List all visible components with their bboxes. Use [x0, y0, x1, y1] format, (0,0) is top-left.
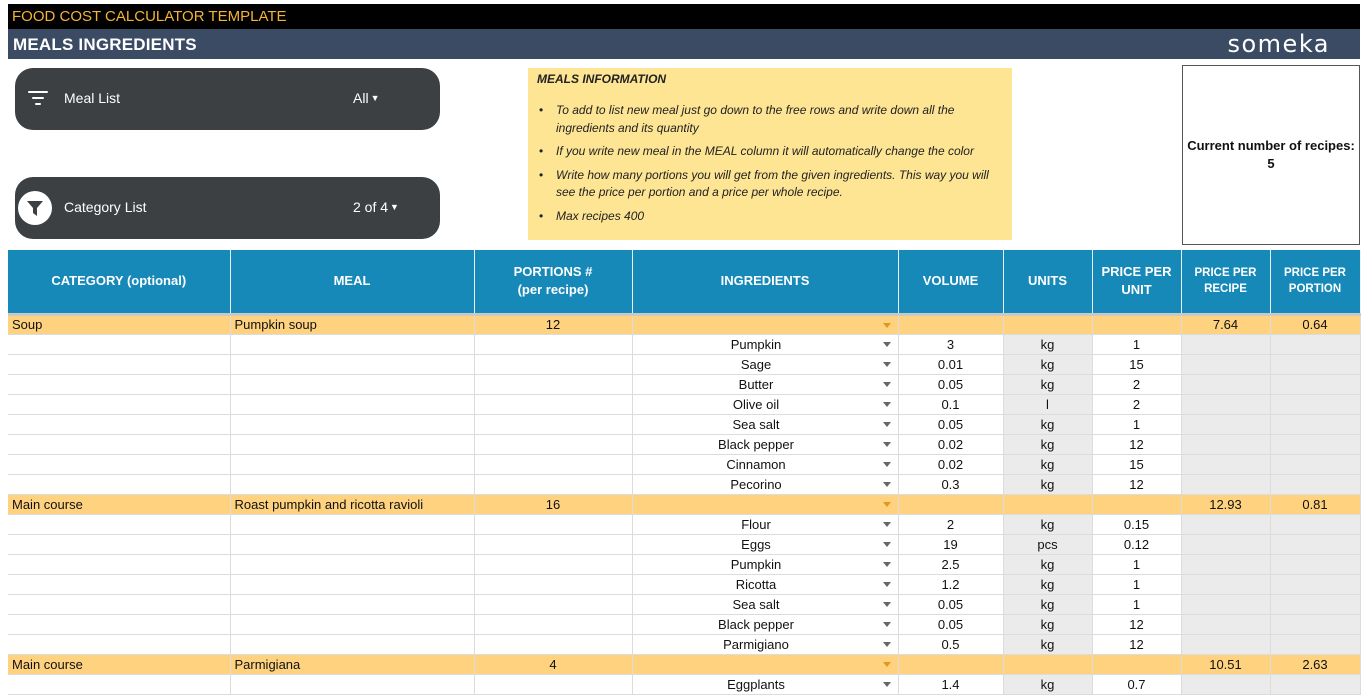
- ingredient-name: Sage: [740, 356, 772, 372]
- ingredient-name: Ricotta: [735, 576, 777, 592]
- ingredient-name: Pumpkin: [730, 556, 782, 572]
- dropdown-arrow-icon[interactable]: [883, 642, 891, 647]
- cell-meal[interactable]: [230, 374, 474, 394]
- cell-ingredient-dropdown[interactable]: [632, 474, 898, 494]
- cell-price-per-unit[interactable]: [1092, 314, 1181, 334]
- ingredients-table: [8, 250, 1361, 695]
- cell-category[interactable]: [8, 514, 230, 534]
- cell-units[interactable]: [1003, 494, 1092, 514]
- cell-ingredient-dropdown[interactable]: [632, 334, 898, 354]
- cell-meal[interactable]: [230, 334, 474, 354]
- cell-price-per-portion: [1270, 514, 1360, 534]
- cell-volume[interactable]: 0.3: [898, 474, 1003, 494]
- category-list-dropdown[interactable]: [353, 199, 399, 215]
- cell-price-per-unit[interactable]: 1: [1092, 554, 1181, 574]
- cell-units[interactable]: kg: [1003, 674, 1092, 694]
- cell-portions[interactable]: [474, 614, 632, 634]
- cell-category[interactable]: Main course: [8, 494, 230, 514]
- meal-list-filter[interactable]: [15, 68, 440, 130]
- title-bar: [8, 4, 1360, 29]
- cell-price-per-portion: 0.81: [1270, 494, 1360, 514]
- cell-portions[interactable]: [474, 474, 632, 494]
- meal-row: [8, 314, 1360, 334]
- cell-price-per-unit[interactable]: 2: [1092, 394, 1181, 414]
- cell-price-per-recipe: [1181, 614, 1270, 634]
- dropdown-arrow-icon[interactable]: [883, 362, 891, 367]
- cell-price-per-portion: [1270, 594, 1360, 614]
- cell-meal[interactable]: [230, 674, 474, 694]
- meal-row: [8, 494, 1360, 514]
- ingredient-row: [8, 534, 1360, 554]
- ingredient-row: [8, 434, 1360, 454]
- cell-units[interactable]: kg: [1003, 514, 1092, 534]
- info-item: • If you write new meal in the MEAL column it will automatically change the color: [538, 143, 1008, 161]
- ingredient-row: [8, 574, 1360, 594]
- cell-meal[interactable]: [230, 454, 474, 474]
- cell-meal[interactable]: [230, 354, 474, 374]
- cell-volume[interactable]: 0.05: [898, 374, 1003, 394]
- header-price-per-recipe[interactable]: PRICE PER RECIPE: [1181, 250, 1270, 314]
- cell-category[interactable]: [8, 334, 230, 354]
- cell-portions[interactable]: [474, 414, 632, 434]
- someka-logo[interactable]: someka: [1227, 30, 1330, 58]
- ingredient-name: Cinnamon: [726, 456, 786, 472]
- cell-price-per-unit[interactable]: [1092, 494, 1181, 514]
- ingredient-name: Sea salt: [732, 596, 780, 612]
- ingredient-row: [8, 674, 1360, 694]
- cell-category[interactable]: [8, 454, 230, 474]
- cell-category[interactable]: Soup: [8, 314, 230, 334]
- cell-meal[interactable]: [230, 414, 474, 434]
- cell-units[interactable]: kg: [1003, 614, 1092, 634]
- cell-price-per-unit[interactable]: 12: [1092, 634, 1181, 654]
- dropdown-arrow-icon[interactable]: [883, 622, 891, 627]
- cell-volume[interactable]: 0.1: [898, 394, 1003, 414]
- cell-price-per-unit[interactable]: 12: [1092, 474, 1181, 494]
- cell-category[interactable]: [8, 354, 230, 374]
- cell-price-per-portion: [1270, 414, 1360, 434]
- info-list: [538, 102, 1008, 231]
- cell-ingredient-dropdown[interactable]: [632, 674, 898, 694]
- cell-meal[interactable]: [230, 534, 474, 554]
- cell-ingredient-dropdown[interactable]: [632, 514, 898, 534]
- cell-portions[interactable]: [474, 534, 632, 554]
- header-units[interactable]: UNITS: [1003, 250, 1092, 314]
- cell-price-per-recipe: [1181, 374, 1270, 394]
- cell-ingredient-dropdown[interactable]: [632, 414, 898, 434]
- cell-price-per-unit[interactable]: 15: [1092, 454, 1181, 474]
- cell-units[interactable]: [1003, 314, 1092, 334]
- ingredient-name: Pecorino: [730, 476, 782, 492]
- cell-price-per-recipe: [1181, 514, 1270, 534]
- cell-volume[interactable]: 0.05: [898, 614, 1003, 634]
- cell-units[interactable]: kg: [1003, 574, 1092, 594]
- cell-category[interactable]: [8, 594, 230, 614]
- cell-ingredient-dropdown[interactable]: [632, 614, 898, 634]
- cell-price-per-recipe: 10.51: [1181, 654, 1270, 674]
- ingredient-name: Eggplants: [727, 676, 785, 692]
- cell-ingredient-dropdown[interactable]: [632, 354, 898, 374]
- cell-price-per-unit[interactable]: 0.7: [1092, 674, 1181, 694]
- cell-price-per-recipe: [1181, 574, 1270, 594]
- cell-units[interactable]: kg: [1003, 474, 1092, 494]
- cell-volume[interactable]: 1.2: [898, 574, 1003, 594]
- cell-price-per-recipe: [1181, 394, 1270, 414]
- app-title: FOOD COST CALCULATOR TEMPLATE: [12, 8, 287, 25]
- cell-volume[interactable]: [898, 654, 1003, 674]
- cell-ingredient-dropdown[interactable]: [632, 314, 898, 334]
- dropdown-arrow-icon[interactable]: [883, 682, 891, 687]
- cell-price-per-recipe: 12.93: [1181, 494, 1270, 514]
- cell-price-per-recipe: 7.64: [1181, 314, 1270, 334]
- ingredient-name: Black pepper: [718, 436, 794, 452]
- cell-category[interactable]: [8, 674, 230, 694]
- ingredient-row: [8, 454, 1360, 474]
- cell-volume[interactable]: 2: [898, 514, 1003, 534]
- cell-portions[interactable]: [474, 634, 632, 654]
- cell-price-per-unit[interactable]: 0.12: [1092, 534, 1181, 554]
- ingredient-row: [8, 514, 1360, 534]
- cell-volume[interactable]: [898, 314, 1003, 334]
- cell-price-per-recipe: [1181, 534, 1270, 554]
- header-price-per-portion[interactable]: PRICE PER PORTION: [1270, 250, 1360, 314]
- dropdown-arrow-icon[interactable]: [883, 542, 891, 547]
- cell-price-per-portion: 0.64: [1270, 314, 1360, 334]
- dropdown-arrow-icon[interactable]: [883, 602, 891, 607]
- recipes-count-label: Current number of recipes:: [1187, 138, 1355, 153]
- category-list-filter[interactable]: [15, 177, 440, 239]
- category-list-label: Category List: [64, 199, 147, 215]
- cell-meal[interactable]: Parmigiana: [230, 654, 474, 674]
- cell-portions[interactable]: [474, 454, 632, 474]
- cell-units[interactable]: pcs: [1003, 534, 1092, 554]
- info-item: • Max recipes 400: [538, 208, 1008, 226]
- cell-category[interactable]: Main course: [8, 654, 230, 674]
- cell-category[interactable]: [8, 554, 230, 574]
- cell-price-per-portion: [1270, 634, 1360, 654]
- caret-down-icon: ▼: [370, 93, 380, 103]
- info-item: • To add to list new meal just go down to the free rows and write down all the ingredients and its quantity: [538, 102, 1008, 137]
- cell-price-per-portion: [1270, 574, 1360, 594]
- cell-units[interactable]: [1003, 654, 1092, 674]
- cell-units[interactable]: kg: [1003, 414, 1092, 434]
- cell-units[interactable]: kg: [1003, 554, 1092, 574]
- cell-portions[interactable]: 12: [474, 314, 632, 334]
- cell-meal[interactable]: [230, 634, 474, 654]
- cell-units[interactable]: kg: [1003, 634, 1092, 654]
- cell-price-per-unit[interactable]: 1: [1092, 594, 1181, 614]
- ingredient-name: Sea salt: [732, 416, 780, 432]
- cell-price-per-portion: [1270, 434, 1360, 454]
- cell-volume[interactable]: 3: [898, 334, 1003, 354]
- cell-category[interactable]: [8, 394, 230, 414]
- meal-list-label: Meal List: [64, 90, 121, 106]
- cell-ingredient-dropdown[interactable]: [632, 374, 898, 394]
- ingredient-row: [8, 554, 1360, 574]
- cell-portions[interactable]: [474, 514, 632, 534]
- ingredient-row: [8, 634, 1360, 654]
- cell-meal[interactable]: [230, 394, 474, 414]
- ingredient-row: [8, 354, 1360, 374]
- section-title: MEALS INGREDIENTS: [13, 35, 197, 54]
- cell-units[interactable]: kg: [1003, 334, 1092, 354]
- cell-price-per-portion: [1270, 674, 1360, 694]
- table-body: [8, 314, 1360, 694]
- dropdown-arrow-icon[interactable]: [883, 482, 891, 487]
- ingredient-name: Flour: [741, 516, 771, 532]
- cell-price-per-recipe: [1181, 454, 1270, 474]
- cell-price-per-unit[interactable]: 12: [1092, 614, 1181, 634]
- dropdown-arrow-icon[interactable]: [883, 462, 891, 467]
- cell-meal[interactable]: [230, 554, 474, 574]
- cell-units[interactable]: kg: [1003, 374, 1092, 394]
- cell-meal[interactable]: [230, 474, 474, 494]
- header-portions[interactable]: PORTIONS # (per recipe): [474, 250, 632, 314]
- cell-portions[interactable]: 4: [474, 654, 632, 674]
- ingredient-name: Parmigiano: [723, 636, 789, 652]
- cell-price-per-recipe: [1181, 594, 1270, 614]
- cell-volume[interactable]: 2.5: [898, 554, 1003, 574]
- filter-lines-icon: [28, 90, 50, 106]
- ingredient-row: [8, 334, 1360, 354]
- cell-price-per-recipe: [1181, 334, 1270, 354]
- cell-price-per-portion: [1270, 394, 1360, 414]
- ingredient-row: [8, 394, 1360, 414]
- ingredient-name: Eggs: [741, 536, 771, 552]
- cell-price-per-unit[interactable]: 1: [1092, 574, 1181, 594]
- cell-units[interactable]: kg: [1003, 594, 1092, 614]
- cell-price-per-unit[interactable]: 0.15: [1092, 514, 1181, 534]
- dropdown-arrow-icon[interactable]: [883, 502, 891, 507]
- info-title: MEALS INFORMATION: [537, 72, 667, 86]
- cell-ingredient-dropdown[interactable]: [632, 454, 898, 474]
- cell-volume[interactable]: [898, 494, 1003, 514]
- cell-portions[interactable]: 16: [474, 494, 632, 514]
- cell-price-per-portion: [1270, 474, 1360, 494]
- meals-information-box: [528, 68, 1012, 240]
- cell-price-per-portion: 2.63: [1270, 654, 1360, 674]
- cell-volume[interactable]: 0.01: [898, 354, 1003, 374]
- dropdown-arrow-icon[interactable]: [883, 662, 891, 667]
- cell-category[interactable]: [8, 634, 230, 654]
- ingredient-row: [8, 614, 1360, 634]
- cell-portions[interactable]: [474, 594, 632, 614]
- cell-meal[interactable]: Roast pumpkin and ricotta ravioli: [230, 494, 474, 514]
- cell-volume[interactable]: 0.05: [898, 594, 1003, 614]
- ingredient-row: [8, 374, 1360, 394]
- cell-ingredient-dropdown[interactable]: [632, 434, 898, 454]
- cell-price-per-unit[interactable]: 15: [1092, 354, 1181, 374]
- dropdown-arrow-icon[interactable]: [883, 442, 891, 447]
- cell-ingredient-dropdown[interactable]: [632, 494, 898, 514]
- cell-ingredient-dropdown[interactable]: [632, 534, 898, 554]
- header-category[interactable]: CATEGORY (optional): [8, 250, 230, 314]
- funnel-icon: [18, 191, 52, 225]
- cell-units[interactable]: kg: [1003, 434, 1092, 454]
- cell-ingredient-dropdown[interactable]: [632, 594, 898, 614]
- ingredient-row: [8, 414, 1360, 434]
- cell-portions[interactable]: [474, 434, 632, 454]
- recipes-count-box: [1182, 65, 1360, 245]
- cell-meal[interactable]: Pumpkin soup: [230, 314, 474, 334]
- cell-portions[interactable]: [474, 334, 632, 354]
- cell-category[interactable]: [8, 614, 230, 634]
- cell-price-per-recipe: [1181, 414, 1270, 434]
- dropdown-arrow-icon[interactable]: [883, 402, 891, 407]
- cell-category[interactable]: [8, 534, 230, 554]
- ingredient-name: Pumpkin: [730, 336, 782, 352]
- dropdown-arrow-icon[interactable]: [883, 582, 891, 587]
- cell-price-per-recipe: [1181, 434, 1270, 454]
- cell-price-per-recipe: [1181, 354, 1270, 374]
- dropdown-arrow-icon[interactable]: [883, 522, 891, 527]
- dropdown-arrow-icon[interactable]: [883, 342, 891, 347]
- cell-price-per-recipe: [1181, 554, 1270, 574]
- cell-meal[interactable]: [230, 574, 474, 594]
- ingredient-name: Butter: [738, 376, 774, 392]
- cell-price-per-unit[interactable]: 2: [1092, 374, 1181, 394]
- meal-list-dropdown[interactable]: [353, 90, 379, 106]
- cell-portions[interactable]: [474, 354, 632, 374]
- ingredient-row: [8, 594, 1360, 614]
- cell-meal[interactable]: [230, 594, 474, 614]
- cell-units[interactable]: l: [1003, 394, 1092, 414]
- cell-price-per-recipe: [1181, 674, 1270, 694]
- cell-portions[interactable]: [474, 394, 632, 414]
- cell-portions[interactable]: [474, 374, 632, 394]
- dropdown-arrow-icon[interactable]: [883, 422, 891, 427]
- cell-price-per-portion: [1270, 534, 1360, 554]
- cell-price-per-portion: [1270, 454, 1360, 474]
- section-bar: [8, 29, 1360, 59]
- ingredient-name: Olive oil: [732, 396, 780, 412]
- cell-category[interactable]: [8, 434, 230, 454]
- cell-units[interactable]: kg: [1003, 454, 1092, 474]
- cell-ingredient-dropdown[interactable]: [632, 634, 898, 654]
- cell-category[interactable]: [8, 574, 230, 594]
- cell-category[interactable]: [8, 414, 230, 434]
- meal-list-value: All: [353, 90, 369, 106]
- cell-price-per-portion: [1270, 614, 1360, 634]
- cell-volume[interactable]: 19: [898, 534, 1003, 554]
- cell-category[interactable]: [8, 474, 230, 494]
- header-price-per-unit[interactable]: PRICE PER UNIT: [1092, 250, 1181, 314]
- cell-meal[interactable]: [230, 434, 474, 454]
- cell-volume[interactable]: 0.02: [898, 454, 1003, 474]
- cell-ingredient-dropdown[interactable]: [632, 394, 898, 414]
- dropdown-arrow-icon[interactable]: [883, 562, 891, 567]
- cell-portions[interactable]: [474, 674, 632, 694]
- cell-price-per-unit[interactable]: 12: [1092, 434, 1181, 454]
- dropdown-arrow-icon[interactable]: [883, 323, 891, 328]
- ingredient-name: Black pepper: [718, 616, 794, 632]
- header-volume[interactable]: VOLUME: [898, 250, 1003, 314]
- table-header-row: [8, 250, 1360, 314]
- cell-units[interactable]: kg: [1003, 354, 1092, 374]
- cell-volume[interactable]: 0.02: [898, 434, 1003, 454]
- caret-down-icon: ▼: [390, 202, 399, 212]
- cell-price-per-portion: [1270, 374, 1360, 394]
- cell-price-per-unit[interactable]: 1: [1092, 334, 1181, 354]
- info-item: • Write how many portions you will get from the given ingredients. This way you will see the price per portion and a price per whole recipe.: [538, 167, 1008, 202]
- header-meal[interactable]: MEAL: [230, 250, 474, 314]
- cell-ingredient-dropdown[interactable]: [632, 554, 898, 574]
- cell-volume[interactable]: 0.05: [898, 414, 1003, 434]
- cell-price-per-recipe: [1181, 634, 1270, 654]
- cell-portions[interactable]: [474, 554, 632, 574]
- cell-price-per-recipe: [1181, 474, 1270, 494]
- cell-price-per-portion: [1270, 334, 1360, 354]
- dropdown-arrow-icon[interactable]: [883, 382, 891, 387]
- cell-ingredient-dropdown[interactable]: [632, 574, 898, 594]
- ingredient-row: [8, 474, 1360, 494]
- cell-price-per-portion: [1270, 354, 1360, 374]
- cell-volume[interactable]: 0.5: [898, 634, 1003, 654]
- category-list-value: 2 of 4: [353, 199, 389, 215]
- cell-price-per-unit[interactable]: [1092, 654, 1181, 674]
- cell-portions[interactable]: [474, 574, 632, 594]
- cell-ingredient-dropdown[interactable]: [632, 654, 898, 674]
- meal-row: [8, 654, 1360, 674]
- cell-volume[interactable]: 1.4: [898, 674, 1003, 694]
- header-ingredients[interactable]: INGREDIENTS: [632, 250, 898, 314]
- cell-price-per-portion: [1270, 554, 1360, 574]
- cell-category[interactable]: [8, 374, 230, 394]
- cell-meal[interactable]: [230, 514, 474, 534]
- cell-meal[interactable]: [230, 614, 474, 634]
- cell-price-per-unit[interactable]: 1: [1092, 414, 1181, 434]
- recipes-count-value: 5: [1267, 156, 1275, 171]
